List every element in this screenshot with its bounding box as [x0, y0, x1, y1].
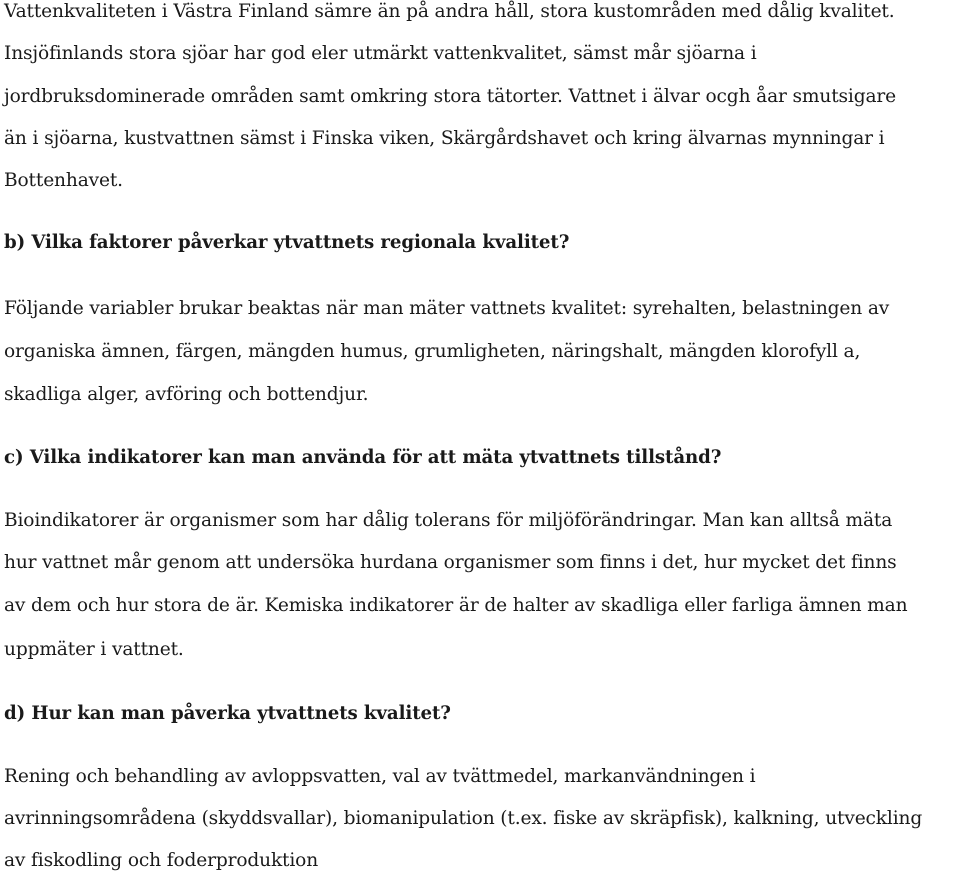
- paragraph-line: avrinningsområdena (skyddsvallar), biomanipulation (t.ex. fiske av skräpfisk), kalkning, utveckling: [4, 808, 923, 829]
- paragraph-line: Vattenkvaliteten i Västra Finland sämre än på andra håll, stora kustområden med dålig kvalitet.: [4, 1, 895, 22]
- paragraph-line: Följande variabler brukar beaktas när man mäter vattnets kvalitet: syrehalten, belastningen av: [4, 298, 890, 319]
- paragraph-line: jordbruksdominerade områden samt omkring stora tätorter. Vattnet i älvar ocgh åar smutsigare: [4, 86, 897, 107]
- paragraph-line: uppmäter i vattnet.: [4, 639, 184, 660]
- paragraph-line: Rening och behandling av avloppsvatten, val av tvättmedel, markanvändningen i: [4, 766, 756, 787]
- paragraph-line: Insjöfinlands stora sjöar har god eler utmärkt vattenkvalitet, sämst mår sjöarna i: [4, 43, 757, 64]
- paragraph-line: än i sjöarna, kustvattnen sämst i Finska viken, Skärgårdshavet och kring älvarnas mynningar i: [4, 128, 885, 149]
- section-d-heading: d) Hur kan man påverka ytvattnets kvalitet?: [4, 703, 451, 724]
- paragraph-line: organiska ämnen, färgen, mängden humus, grumligheten, näringshalt, mängden klorofyll a,: [4, 341, 861, 362]
- paragraph-line: av fiskodling och foderproduktion: [4, 850, 319, 871]
- section-c-heading: c) Vilka indikatorer kan man använda för att mäta ytvattnets tillstånd?: [4, 447, 722, 468]
- paragraph-line: Bioindikatorer är organismer som har dålig tolerans för miljöförändringar. Man kan alltså mäta: [4, 510, 893, 531]
- section-b-heading: b) Vilka faktorer påverkar ytvattnets regionala kvalitet?: [4, 232, 570, 253]
- paragraph-line: skadliga alger, avföring och bottendjur.: [4, 384, 369, 405]
- paragraph-line: Bottenhavet.: [4, 170, 123, 191]
- paragraph-line: av dem och hur stora de är. Kemiska indikatorer är de halter av skadliga eller farliga ämnen man: [4, 595, 908, 616]
- paragraph-line: hur vattnet mår genom att undersöka hurdana organismer som finns i det, hur mycket det finns: [4, 552, 897, 573]
